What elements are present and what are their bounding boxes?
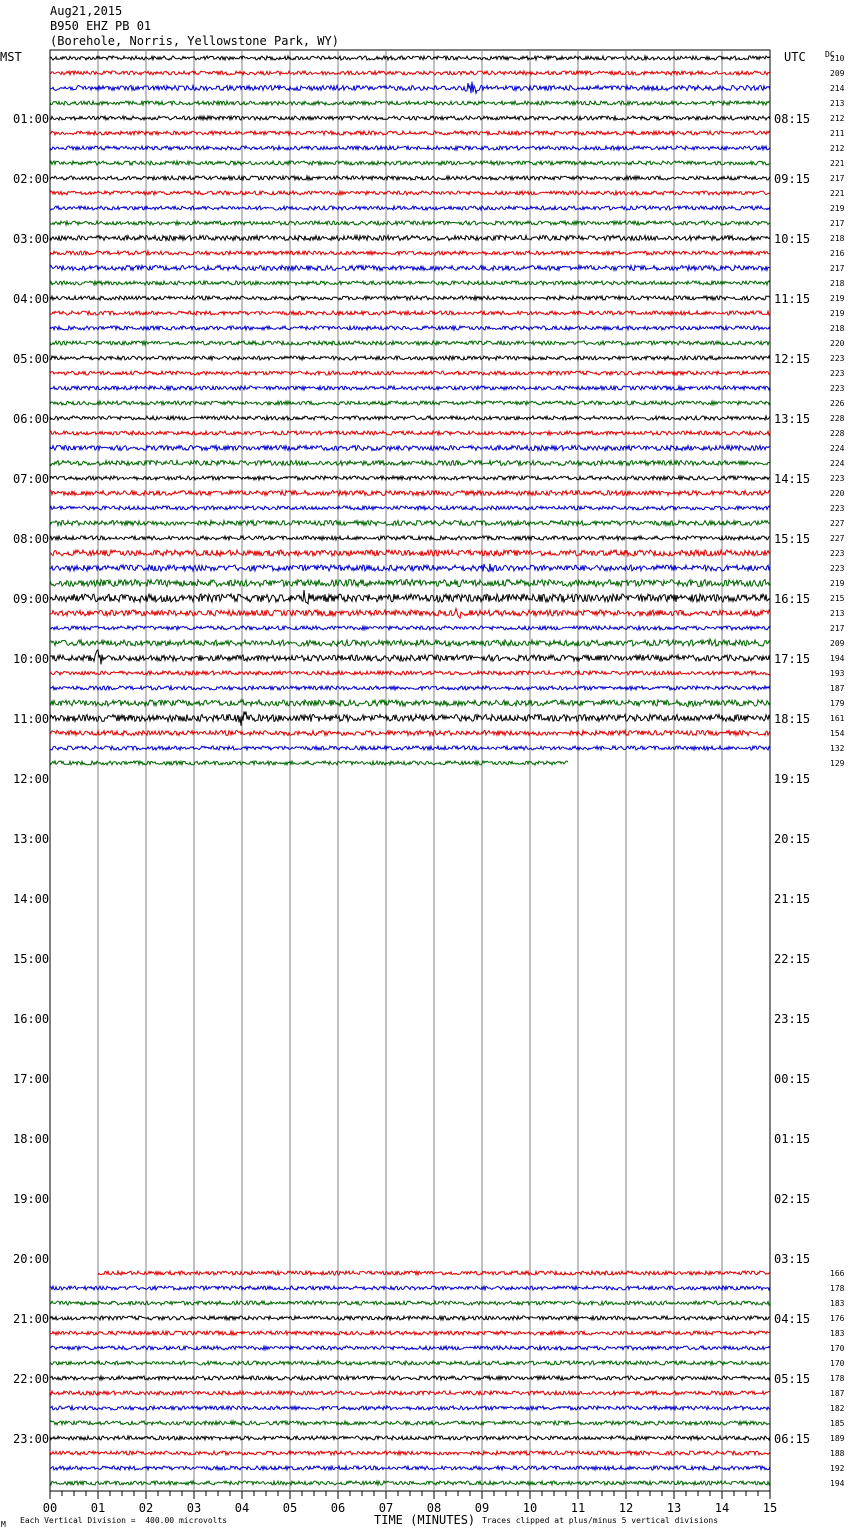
seismic-trace [50,506,770,510]
dc-offset-value: 189 [830,1434,845,1443]
dc-offset-value: 223 [830,474,845,483]
utc-hour-label: 08:15 [774,112,811,126]
seismic-trace [50,56,770,60]
seismic-trace [50,206,770,210]
mst-hour-label: 23:00 [13,1432,50,1446]
mst-hour-label: 03:00 [13,232,50,246]
mst-hour-label: 12:00 [13,772,50,786]
seismic-trace [50,1346,770,1350]
mst-hour-label: 05:00 [13,352,50,366]
dc-column-label: DC [825,50,835,59]
seismic-trace [50,609,770,618]
plot-frame [50,50,770,1491]
utc-hour-label: 00:15 [774,1072,811,1086]
utc-hour-label: 23:15 [774,1012,811,1026]
seismic-trace [50,564,770,572]
seismic-trace [50,116,770,120]
seismic-trace [50,580,770,587]
x-axis [43,1491,777,1515]
corner-mark: M [1,1520,6,1529]
dc-offset-value: 221 [830,189,845,198]
mst-hour-label: 16:00 [13,1012,50,1026]
dc-offset-value: 223 [830,384,845,393]
dc-offset-value: 209 [830,639,845,648]
mst-hour-label: 14:00 [13,892,50,906]
x-tick-label: 13 [666,1501,682,1515]
seismic-trace [50,401,770,405]
mst-hour-label: 15:00 [13,952,50,966]
utc-hour-label: 02:15 [774,1192,811,1206]
utc-hour-label: 13:15 [774,412,811,426]
clip-note: Traces clipped at plus/minus 5 vertical divisions [482,1516,719,1525]
mst-hour-label: 08:00 [13,532,50,546]
seismic-trace [50,191,770,195]
dc-offset-value: 223 [830,369,845,378]
seismic-trace [50,1301,770,1305]
minute-grid [50,50,770,1491]
utc-hour-label: 21:15 [774,892,811,906]
seismic-trace [50,639,770,646]
dc-offset-value: 217 [830,174,845,183]
utc-hour-label: 05:15 [774,1372,811,1386]
dc-offset-value: 132 [830,744,845,753]
dc-offset-value: 223 [830,564,845,573]
dc-offset-value: 224 [830,444,845,453]
dc-offset-value: 216 [830,249,845,258]
x-tick-label: 12 [618,1501,634,1515]
station-location: (Borehole, Norris, Yellowstone Park, WY) [50,34,339,48]
dc-offset-value: 185 [830,1419,845,1428]
seismic-trace [50,266,770,271]
dc-offset-value: 211 [830,129,845,138]
seismic-trace [50,101,770,105]
mst-hour-label: 21:00 [13,1312,50,1326]
dc-offset-value: 194 [830,654,845,663]
trace-group [50,56,770,1485]
seismic-trace [50,1421,770,1425]
seismic-trace [50,221,770,225]
dc-offset-value: 220 [830,339,845,348]
dc-offset-value: 194 [830,1479,845,1488]
utc-hour-label: 04:15 [774,1312,811,1326]
seismic-trace [50,1331,770,1335]
plot-date: Aug21,2015 [50,4,123,18]
right-timezone-label: UTC [784,50,806,64]
utc-hour-label: 15:15 [774,532,811,546]
x-tick-label: 02 [138,1501,154,1515]
seismic-trace [50,521,770,526]
seismic-trace [50,671,770,675]
seismic-trace [50,491,770,496]
seismic-trace [50,131,770,135]
x-tick-label: 10 [522,1501,538,1515]
dc-offset-value: 183 [830,1299,845,1308]
x-tick-label: 06 [330,1501,346,1515]
dc-offset-value: 226 [830,399,845,408]
seismic-trace [50,251,770,255]
dc-offset-value: 182 [830,1404,845,1413]
x-tick-label: 11 [570,1501,586,1515]
seismic-trace [50,356,770,360]
seismic-trace [50,761,568,765]
dc-offset-value: 213 [830,609,845,618]
dc-offset-value: 218 [830,234,845,243]
x-tick-label: 07 [378,1501,394,1515]
dc-offset-value: 170 [830,1344,845,1353]
dc-offset-value: 218 [830,324,845,333]
mst-hour-label: 09:00 [13,592,50,606]
seismic-trace [50,731,770,736]
dc-offset-value: 227 [830,534,845,543]
dc-offset-value: 218 [830,279,845,288]
seismic-trace [50,416,770,420]
seismic-trace [50,1406,770,1410]
utc-hour-label: 10:15 [774,232,811,246]
dc-offset-value: 219 [830,309,845,318]
utc-hour-label: 17:15 [774,652,811,666]
x-tick-label: 01 [90,1501,106,1515]
utc-hour-label: 06:15 [774,1432,811,1446]
seismic-trace [50,550,770,556]
mst-hour-label: 18:00 [13,1132,50,1146]
seismic-trace [50,700,770,707]
dc-offset-value: 187 [830,1389,845,1398]
dc-offset-value: 161 [830,714,845,723]
utc-hour-label: 20:15 [774,832,811,846]
seismic-trace [50,746,770,750]
dc-offset-value: 129 [830,759,845,768]
x-tick-label: 04 [234,1501,250,1515]
mst-hour-label: 06:00 [13,412,50,426]
mst-hour-label: 04:00 [13,292,50,306]
left-timezone-label: MST [0,50,22,64]
seismic-trace [50,1376,770,1380]
dc-offset-value: 217 [830,624,845,633]
utc-hour-label: 01:15 [774,1132,811,1146]
dc-offset-value: 214 [830,84,845,93]
dc-offset-value: 219 [830,204,845,213]
dc-offset-value: 223 [830,549,845,558]
dc-offset-value: 176 [830,1314,845,1323]
dc-offset-value: 217 [830,264,845,273]
utc-hour-label: 16:15 [774,592,811,606]
dc-offset-value: 224 [830,459,845,468]
x-tick-label: 14 [714,1501,730,1515]
mst-hour-label: 19:00 [13,1192,50,1206]
station-code: B950 EHZ PB 01 [50,19,152,33]
seismic-trace [50,311,770,315]
dc-offset-value: 223 [830,354,845,363]
seismic-trace [50,1481,770,1485]
dc-offset-value: 210 [830,54,845,63]
dc-offset-value: 219 [830,294,845,303]
seismic-trace [50,536,770,540]
seismic-trace [50,1286,770,1290]
seismic-trace [50,1436,770,1440]
utc-hour-label: 03:15 [774,1252,811,1266]
utc-hour-label: 12:15 [774,352,811,366]
dc-offset-value: 221 [830,159,845,168]
dc-offset-value: 183 [830,1329,845,1338]
x-tick-label: 05 [282,1501,298,1515]
seismic-trace [50,476,770,480]
seismic-trace [50,686,770,690]
seismic-trace [50,1466,770,1470]
seismic-trace [50,1361,770,1365]
seismic-trace [50,71,770,75]
mst-hour-label: 20:00 [13,1252,50,1266]
dc-offset-value: 178 [830,1374,845,1383]
seismic-trace [50,326,770,330]
seismic-trace [50,82,770,94]
x-tick-label: 00 [42,1501,58,1515]
dc-offset-value: 178 [830,1284,845,1293]
mst-hour-label: 01:00 [13,112,50,126]
utc-hour-label: 11:15 [774,292,811,306]
x-tick-label: 03 [186,1501,202,1515]
dc-offset-value: 220 [830,489,845,498]
dc-offset-value: 188 [830,1449,845,1458]
seismic-trace [50,650,770,665]
dc-offset-value: 187 [830,684,845,693]
x-axis-title: TIME (MINUTES) [374,1513,476,1527]
dc-offset-value: 212 [830,114,845,123]
dc-offset-value: 228 [830,414,845,423]
mst-hour-label: 22:00 [13,1372,50,1386]
mst-hour-label: 13:00 [13,832,50,846]
seismic-trace [50,236,770,241]
mst-hour-label: 02:00 [13,172,50,186]
mst-hour-label: 10:00 [13,652,50,666]
seismic-trace [50,590,770,604]
utc-hour-label: 14:15 [774,472,811,486]
dc-offset-value: 212 [830,144,845,153]
mst-hour-label: 11:00 [13,712,50,726]
dc-offset-value: 166 [830,1269,845,1278]
seismic-trace [50,461,770,466]
seismic-trace [50,341,770,345]
seismic-trace [50,446,770,451]
seismic-trace [50,1391,770,1395]
dc-offset-value: 223 [830,504,845,513]
x-tick-label: 08 [426,1501,442,1515]
dc-offset-value: 213 [830,99,845,108]
dc-offset-value: 209 [830,69,845,78]
dc-offset-value: 192 [830,1464,845,1473]
seismic-trace [50,626,770,630]
seismic-trace [50,1316,770,1320]
utc-hour-label: 09:15 [774,172,811,186]
seismic-trace [50,146,770,150]
dc-offset-value: 179 [830,699,845,708]
mst-hour-label: 07:00 [13,472,50,486]
seismic-trace [50,281,770,285]
dc-offset-value: 217 [830,219,845,228]
seismic-trace [50,161,770,165]
seismic-trace [50,296,770,300]
seismic-trace [50,711,770,725]
seismic-trace [50,1451,770,1455]
dc-offset-value: 227 [830,519,845,528]
utc-hour-label: 19:15 [774,772,811,786]
dc-offset-value: 193 [830,669,845,678]
dc-offset-value: 215 [830,594,845,603]
mst-hour-label: 17:00 [13,1072,50,1086]
utc-hour-label: 22:15 [774,952,811,966]
dc-offset-value: 228 [830,429,845,438]
x-tick-label: 15 [762,1501,778,1515]
seismic-trace [50,371,770,375]
scale-note: Each Vertical Division = 400.00 microvolts [20,1516,228,1525]
dc-offset-value: 170 [830,1359,845,1368]
x-tick-label: 09 [474,1501,490,1515]
utc-hour-label: 18:15 [774,712,811,726]
seismic-trace [50,431,770,435]
seismic-trace [50,386,770,390]
seismic-trace [50,176,770,180]
dc-offset-value: 154 [830,729,845,738]
dc-offset-value: 219 [830,579,845,588]
